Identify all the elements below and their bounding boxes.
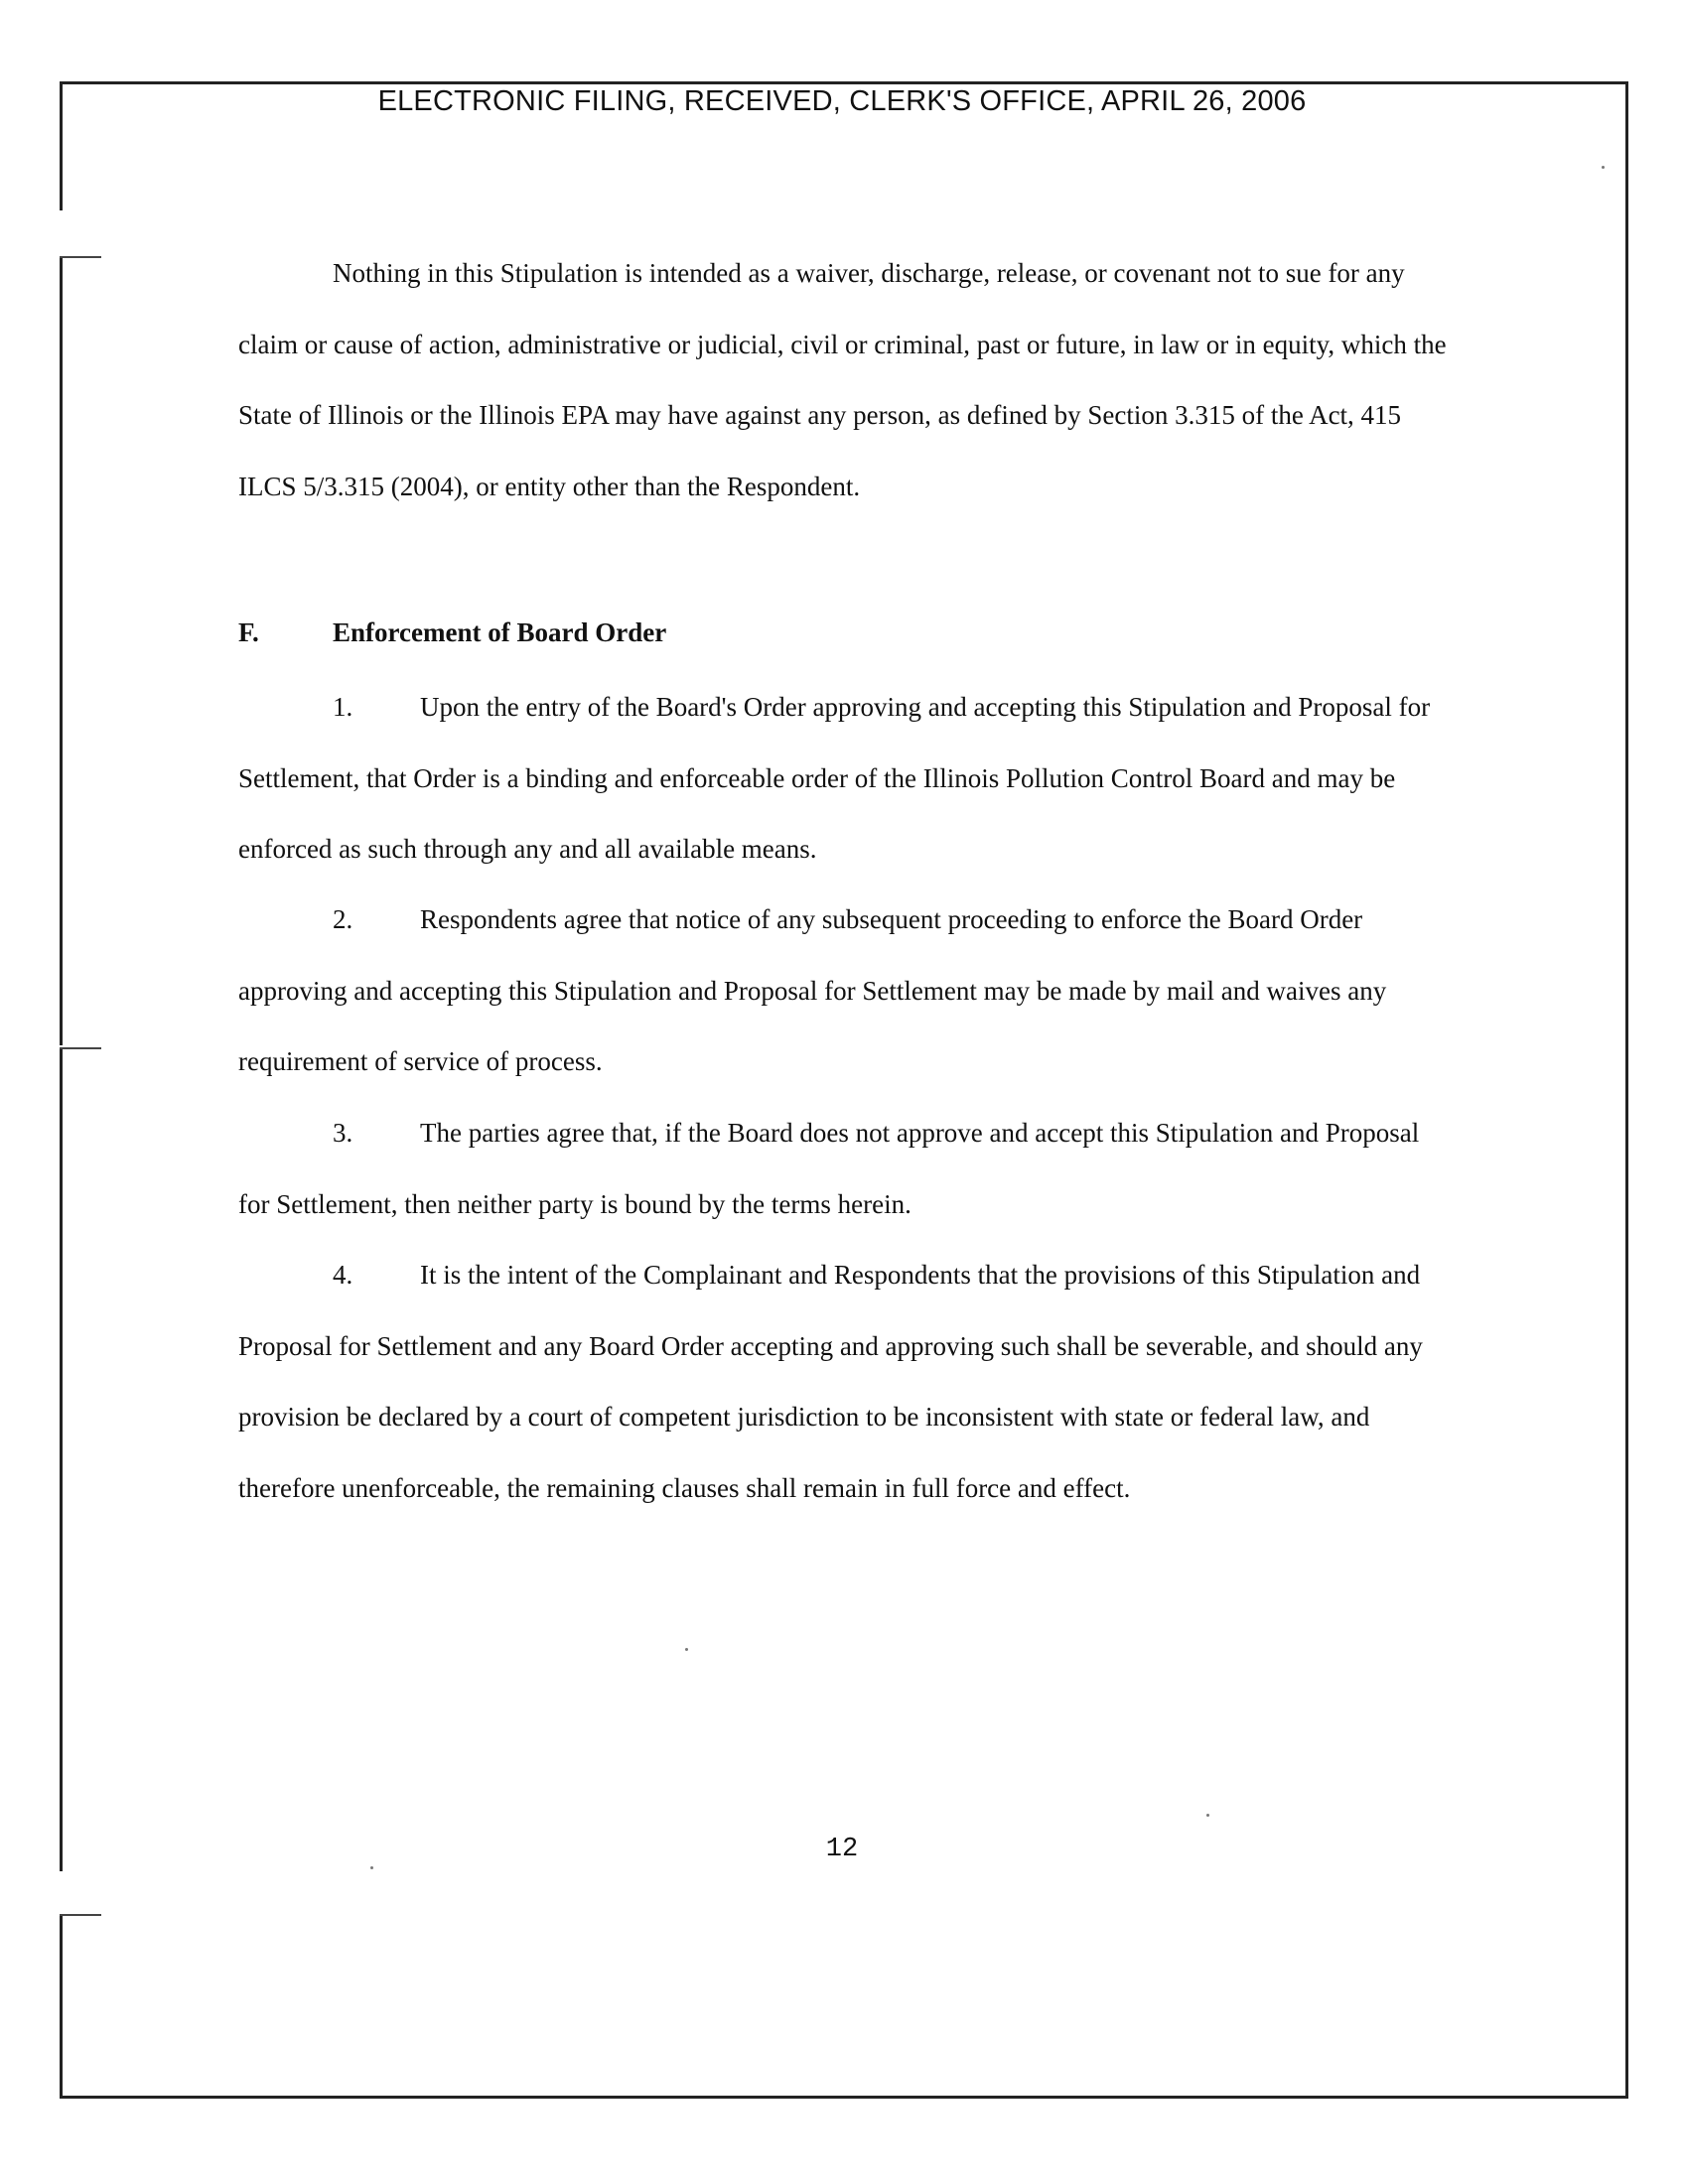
item-text: It is the intent of the Complainant and Respondents that the provisions of this Stipulation and Proposal for Settlement and any Board Order accepting and approving such shall be severable, and should any provision be declared by a court of competent jurisdiction to be inconsistent with state or federal law, and therefore unenforceable, the remaining clauses shall remain in full force and effect.: [238, 1260, 1423, 1503]
item-text: Respondents agree that notice of any subsequent proceeding to enforce the Board Order approving and accepting this Stipulation and Proposal for Settlement may be made by mail and waives any requirement of service of process.: [238, 904, 1387, 1076]
section-heading: [238, 613, 666, 652]
item-number: 4.: [333, 1260, 353, 1290]
page-frame-left-segment: [60, 256, 63, 1045]
list-item: [238, 672, 1450, 886]
scan-speck: [1602, 166, 1605, 169]
section-title: Enforcement of Board Order: [333, 617, 667, 647]
list-item: [238, 1098, 1450, 1240]
item-number: 1.: [333, 692, 353, 722]
binding-bracket-mark: [60, 256, 101, 258]
item-number: 3.: [333, 1118, 353, 1148]
scan-speck: [370, 1866, 373, 1869]
item-text: Upon the entry of the Board's Order approving and accepting this Stipulation and Proposal for Settlement, that Order is a binding and enforceable order of the Illinois Pollution Control Board and may be enforced as such through any and all available means.: [238, 692, 1431, 864]
page-frame-right: [1625, 81, 1628, 2097]
binding-bracket-mark: [60, 1047, 101, 1049]
page-number: 12: [825, 1835, 859, 1864]
page-frame-left-segment: [60, 1914, 63, 2098]
item-text: The parties agree that, if the Board does not approve and accept this Stipulation and Proposal for Settlement, then neither party is bound by the terms herein.: [238, 1118, 1420, 1219]
section-letter: F.: [238, 617, 259, 647]
intro-paragraph: Nothing in this Stipulation is intended as a waiver, discharge, release, or covenant not to sue for any claim or cause of action, administrative or judicial, civil or criminal, past or future, in law or in equity, which the State of Illinois or the Illinois EPA may have against any person, as defined by Section 3.315 of the Act, 415 ILCS 5/3.315 (2004), or entity other than the Respondent.: [238, 258, 1447, 501]
binding-bracket-mark: [60, 1914, 101, 1916]
list-item: [238, 1240, 1450, 1524]
item-number: 2.: [333, 904, 353, 934]
scan-speck: [685, 1648, 688, 1651]
page-frame-bottom: [60, 2096, 1628, 2099]
page-frame-left-segment: [60, 1047, 63, 1871]
list-item: [238, 885, 1450, 1098]
filing-stamp: ELECTRONIC FILING, RECEIVED, CLERK'S OFFICE, APRIL 26, 2006: [377, 85, 1307, 117]
scan-speck: [1206, 1814, 1209, 1817]
page-frame-top: [60, 81, 1628, 84]
